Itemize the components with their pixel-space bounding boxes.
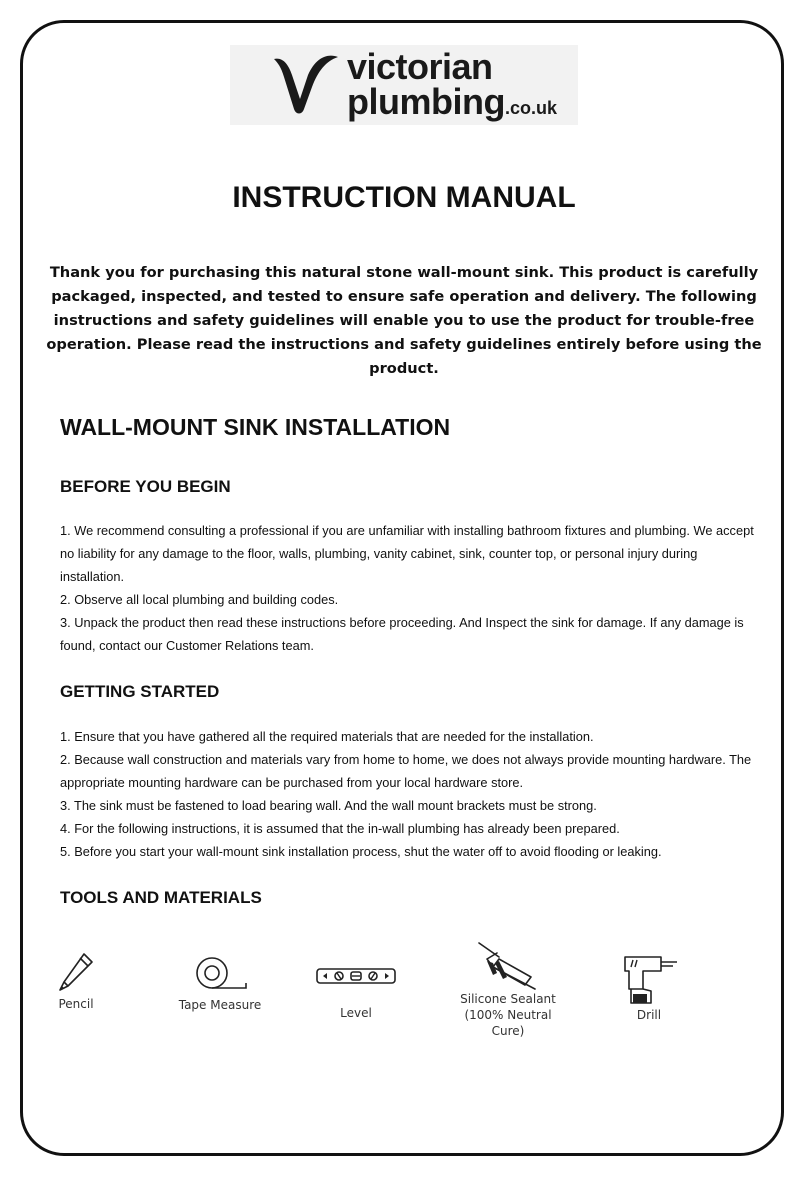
- list-item: 5. Before you start your wall-mount sink installation process, shut the water off to avoid flooding or leaking.: [60, 844, 662, 859]
- list-item: 1. We recommend consulting a professional if you are unfamiliar with installing bathroom fixtures and plumbing. We accept no liability for any damage to the floor, walls, plumbing, vanity cabinet, sink, counter top, or personal injury during installation.: [60, 523, 754, 584]
- tool-label-pencil: Pencil: [58, 997, 94, 1011]
- tool-label-sealant-1: Silicone Sealant: [460, 992, 556, 1006]
- tool-label-drill: Drill: [636, 1008, 662, 1022]
- drill-icon: [617, 953, 681, 1005]
- before-you-begin-heading: BEFORE YOU BEGIN: [60, 477, 231, 496]
- tool-label-level: Level: [340, 1006, 372, 1020]
- tape-measure-icon: [190, 955, 250, 997]
- tool-label-sealant-3: Cure): [491, 1024, 525, 1038]
- logo-domain-suffix: .co.uk: [504, 98, 557, 118]
- list-item: 1. Ensure that you have gathered all the required materials that are needed for the installation.: [60, 729, 594, 744]
- tool-label-sealant-2: (100% Neutral: [464, 1008, 552, 1022]
- section-title: WALL-MOUNT SINK INSTALLATION: [60, 414, 451, 440]
- list-item: 2. Observe all local plumbing and building codes.: [60, 592, 339, 607]
- list-item: 2. Because wall construction and materials vary from home to home, we does not always provide mounting hardware. The appropriate mounting hardware can be purchased from your local hardware store.: [60, 752, 752, 790]
- tool-label-tape-measure: Tape Measure: [178, 998, 262, 1012]
- list-item: 3. The sink must be fastened to load bearing wall. And the wall mount brackets must be strong.: [60, 798, 597, 813]
- tool-silicone-sealant: [448, 939, 568, 1039]
- page-title: INSTRUCTION MANUAL: [232, 181, 576, 214]
- level-icon: [315, 963, 397, 993]
- pencil-icon: [56, 950, 96, 996]
- logo-wordmark-plumbing: plumbing: [347, 81, 505, 122]
- caulk-gun-icon: [473, 939, 543, 991]
- intro-paragraph: Thank you for purchasing this natural stone wall-mount sink. This product is carefully packaged, inspected, and tested to ensure safe operation and delivery. The following instructions and safety guidelines will enable you to use the product for trouble-free operation. Please read the instructions and safety guidelines entirely before using the product.: [46, 264, 762, 377]
- tool-drill: [614, 953, 684, 1023]
- getting-started-heading: GETTING STARTED: [60, 682, 220, 701]
- tool-tape-measure: [170, 955, 270, 1013]
- list-item: 4. For the following instructions, it is assumed that the in-wall plumbing has already been prepared.: [60, 821, 620, 836]
- logo-wordmark-line2: [347, 81, 557, 122]
- checkmark-logo-icon: [272, 53, 342, 117]
- list-item: 3. Unpack the product then read these instructions before proceeding. And Inspect the sink for damage. If any damage is found, contact our Customer Relations team.: [60, 615, 744, 653]
- tool-level: [312, 963, 400, 1021]
- tool-pencil: [50, 950, 102, 1012]
- getting-started-list: [60, 725, 760, 863]
- before-you-begin-list: [60, 519, 760, 657]
- tools-row: [0, 935, 808, 1055]
- tools-heading: TOOLS AND MATERIALS: [60, 888, 262, 907]
- logo-wordmark-line1: victorian: [347, 46, 493, 87]
- brand-logo: [230, 45, 578, 125]
